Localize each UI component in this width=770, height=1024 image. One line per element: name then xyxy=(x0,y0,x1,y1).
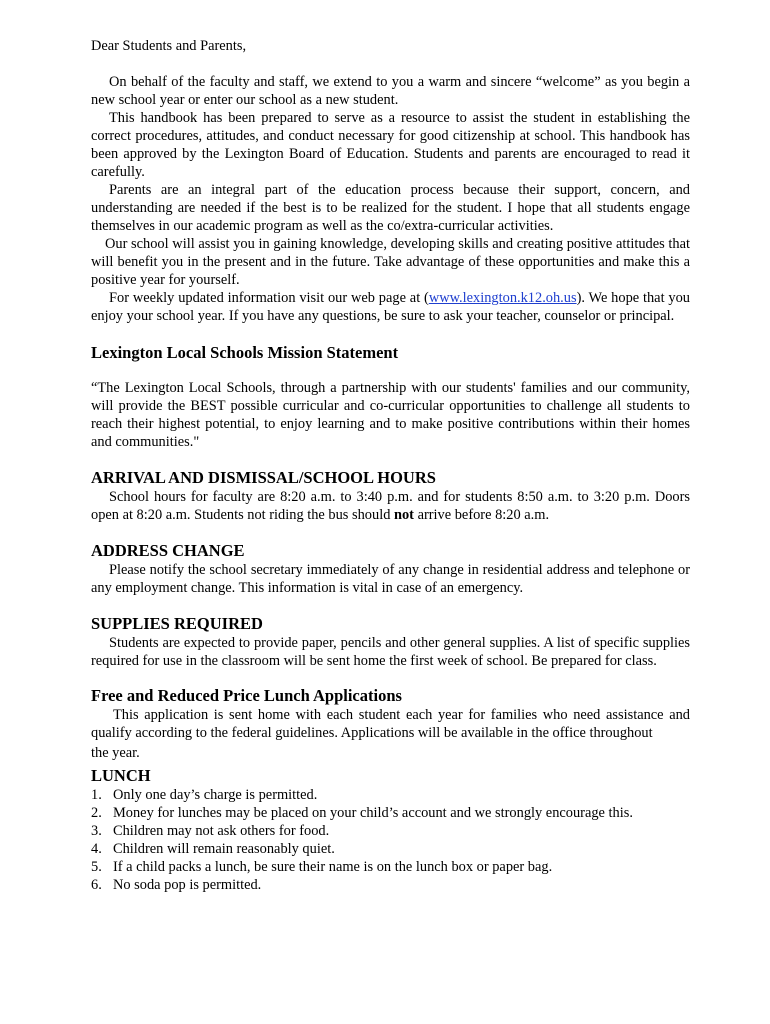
arrival-text-after: arrive before 8:20 a.m. xyxy=(413,507,550,523)
welcome-paragraph: On behalf of the faculty and staff, we extend to you a warm and sincere “welcome” as you begin a new school year or enter our school as a new student. xyxy=(91,74,690,108)
list-item-number: 3. xyxy=(91,823,102,839)
address-heading: ADDRESS CHANGE xyxy=(91,541,245,560)
list-item xyxy=(91,822,690,840)
list-item-text: Children may not ask others for food. xyxy=(113,823,330,839)
lunch-application-text: This application is sent home with each student each year for families who need assistance and qualify according to the federal guidelines. Applications will be available in the office throughout xyxy=(91,707,690,741)
arrival-text-before: School hours for faculty are 8:20 a.m. to 3:40 p.m. and for students 8:50 a.m. to 3:20 p.m. Doors open at 8:20 a.m. Students not riding the bus should xyxy=(91,489,690,523)
web-info-text-after: ). We hope that you enjoy your school year. If you have any questions, be sure to ask your teacher, counselor or principal. xyxy=(91,290,690,324)
parents-paragraph: Parents are an integral part of the education process because their support, concern, and understanding are needed if the best is to be realized for the student. I hope that all students engage themselves in our academic program as well as the co/extra-curricular activities. xyxy=(91,182,690,234)
mission-heading: Lexington Local Schools Mission Statement xyxy=(91,343,399,362)
list-item-text: Children will remain reasonably quiet. xyxy=(113,841,335,857)
list-item xyxy=(91,876,690,894)
list-item-text: Money for lunches may be placed on your child’s account and we strongly encourage this. xyxy=(113,805,633,821)
list-item xyxy=(91,840,690,858)
lunch-application-heading: Free and Reduced Price Lunch Applications xyxy=(91,686,402,705)
list-item xyxy=(91,858,690,876)
arrival-heading: ARRIVAL AND DISMISSAL/SCHOOL HOURS xyxy=(91,468,436,487)
supplies-text: Students are expected to provide paper, pencils and other general supplies. A list of specific supplies required for use in the classroom will be sent home the first week of school. Be prepared for class. xyxy=(91,635,690,669)
list-item-text: If a child packs a lunch, be sure their name is on the lunch box or paper bag. xyxy=(113,859,553,875)
lunch-application-text-end: the year. xyxy=(91,745,140,761)
list-item-number: 4. xyxy=(91,841,102,857)
lunch-rules-list xyxy=(91,786,690,894)
list-item-text: Only one day’s charge is permitted. xyxy=(113,787,318,803)
list-item-number: 1. xyxy=(91,787,102,803)
school-assist-paragraph: Our school will assist you in gaining knowledge, developing skills and creating positive attitudes that will benefit you in the present and in the future. Take advantage of these opportunities and make this a positive year for yourself. xyxy=(91,236,690,288)
salutation: Dear Students and Parents, xyxy=(91,38,247,54)
web-info-paragraph xyxy=(91,289,690,325)
list-item xyxy=(91,804,690,822)
list-item-text: No soda pop is permitted. xyxy=(113,877,262,893)
supplies-heading: SUPPLIES REQUIRED xyxy=(91,614,263,633)
address-text: Please notify the school secretary immediately of any change in residential address and telephone or any employment change. This information is vital in case of an emergency. xyxy=(91,562,690,596)
list-item-number: 2. xyxy=(91,805,102,821)
web-info-text-before: For weekly updated information visit our web page at ( xyxy=(109,290,429,306)
website-link[interactable]: www.lexington.k12.oh.us xyxy=(428,290,577,306)
mission-text: “The Lexington Local Schools, through a partnership with our students' families and our community, will provide the BEST possible curricular and co-curricular opportunities to challenge all students to reach their highest potential, to enjoy learning and to make positive contributions within their homes and communities." xyxy=(91,380,690,450)
list-item-number: 6. xyxy=(91,877,102,893)
list-item-number: 5. xyxy=(91,859,102,875)
arrival-text xyxy=(91,488,690,524)
list-item xyxy=(91,786,690,804)
handbook-paragraph: This handbook has been prepared to serve as a resource to assist the student in establishing the correct procedures, attitudes, and conduct necessary for good citizenship at school. This handbook has been approved by the Lexington Board of Education. Students and parents are encouraged to read it carefully. xyxy=(91,110,690,180)
lunch-heading: LUNCH xyxy=(91,766,151,785)
arrival-text-bold: not xyxy=(393,507,414,523)
